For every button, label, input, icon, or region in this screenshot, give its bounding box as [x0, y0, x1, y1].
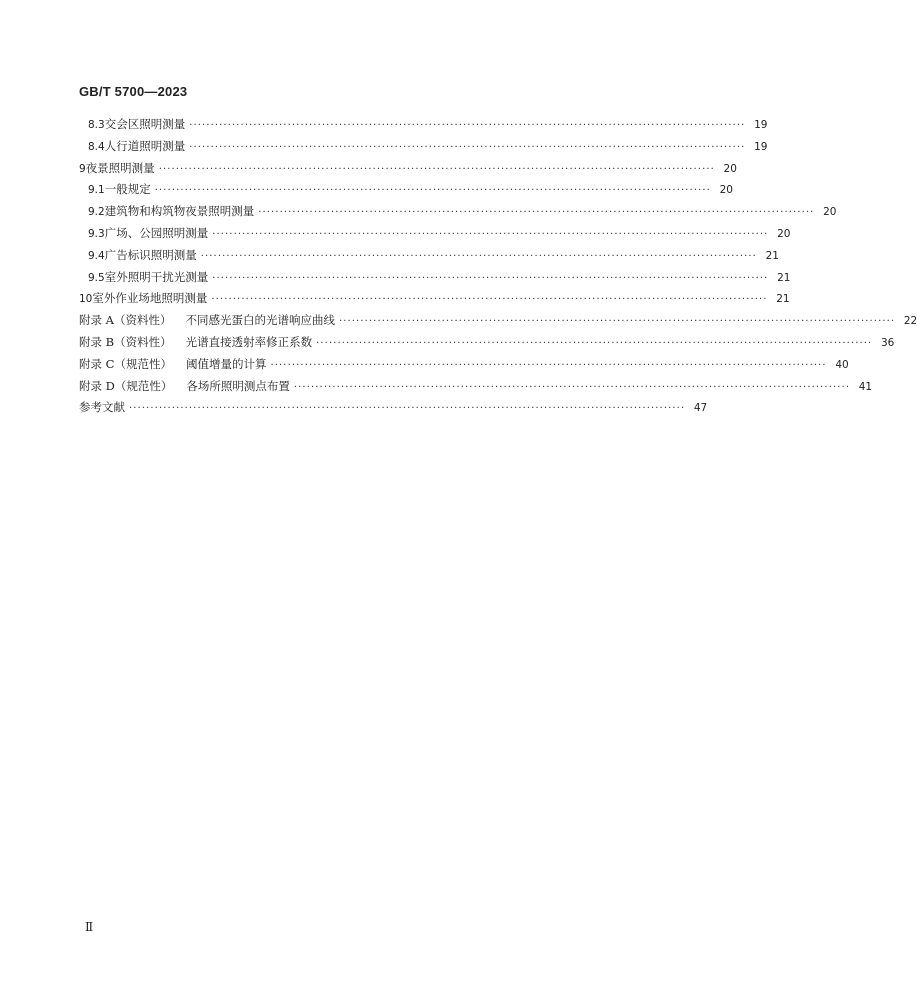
toc-entry-title: 不同感光蛋白的光谱响应曲线 — [185, 313, 335, 328]
toc-leader-dots: ·································································································································· — [293, 381, 851, 393]
toc-leader-dots: ·································································································································· — [200, 250, 757, 262]
toc-entry-appendix[interactable] — [79, 376, 873, 398]
toc-leader-dots: ·································································································································· — [211, 294, 768, 306]
toc-entry-page: 21 — [777, 271, 791, 284]
toc-appendix-label: 附录 A（资料性） — [79, 313, 172, 328]
toc-entry-title: 参考文献 — [79, 400, 125, 415]
toc-entry-page: 20 — [823, 206, 837, 219]
toc-entry-title: 广告标识照明测量 — [104, 247, 197, 262]
toc-entry-number: 10 — [79, 293, 93, 306]
toc-entry-number: 9.5 — [88, 271, 105, 284]
toc-leader-dots: ·································································································································· — [258, 207, 815, 219]
toc-entry-number: 9.2 — [88, 206, 105, 219]
toc-entry-page: 19 — [754, 119, 768, 131]
toc-entry-page: 19 — [754, 140, 768, 153]
toc-entry-title: 阈值增量的计算 — [185, 356, 267, 371]
toc-leader-dots: ·································································································································· — [270, 359, 827, 371]
toc-entry[interactable] — [79, 223, 791, 245]
toc-entry-title: 夜景照明测量 — [85, 160, 155, 175]
toc-leader-dots: ·································································································································· — [158, 163, 715, 175]
toc-entry-appendix[interactable] — [79, 332, 895, 354]
toc-entry-number: 9 — [79, 162, 86, 175]
toc-leader-dots: ·································································································································· — [154, 185, 711, 197]
table-of-contents — [79, 114, 917, 419]
toc-leader-dots: ·································································································································· — [212, 272, 769, 284]
toc-entry-number: 8.4 — [88, 140, 105, 153]
toc-entry-page: 20 — [719, 184, 733, 197]
toc-entry-page: 47 — [693, 402, 708, 415]
toc-appendix-label: 附录 B（资料性） — [79, 334, 172, 349]
toc-entry[interactable] — [79, 288, 790, 310]
toc-entry-title: 交会区照明测量 — [104, 117, 186, 131]
toc-entry[interactable] — [79, 158, 737, 180]
toc-entry-title: 广场、公园照明测量 — [104, 225, 209, 240]
toc-appendix-label: 附录 C（规范性） — [79, 356, 172, 371]
toc-entry-appendix[interactable] — [79, 354, 849, 376]
toc-entry-page: 22 — [903, 315, 917, 328]
toc-leader-dots: ·································································································································· — [129, 403, 686, 415]
toc-entry-references[interactable] — [79, 397, 708, 419]
toc-entry-page: 41 — [858, 380, 873, 393]
toc-entry-number: 9.1 — [88, 184, 105, 197]
toc-entry[interactable] — [79, 114, 768, 136]
toc-entry-title: 室外照明干扰光测量 — [104, 269, 209, 284]
toc-entry-number: 9.4 — [88, 249, 105, 262]
toc-entry-title: 各场所照明测点布置 — [186, 378, 290, 393]
toc-entry-title: 光谱直接透射率修正系数 — [185, 334, 313, 349]
toc-entry-page: 40 — [835, 358, 849, 371]
toc-entry-title: 人行道照明测量 — [104, 138, 186, 153]
standard-code-header: GB/T 5700—2023 — [79, 84, 188, 99]
toc-leader-dots: ·································································································································· — [316, 337, 873, 349]
toc-entry-number: 9.3 — [88, 227, 105, 240]
toc-entry-page: 21 — [765, 249, 779, 262]
toc-entry-page: 36 — [880, 336, 895, 349]
toc-entry-number: 8.3 — [88, 119, 105, 131]
toc-entry[interactable] — [79, 245, 779, 267]
toc-leader-dots: ·································································································································· — [338, 316, 896, 328]
toc-entry[interactable] — [79, 136, 768, 158]
toc-entry-page: 21 — [776, 293, 790, 306]
toc-entry-title: 一般规定 — [104, 182, 151, 197]
toc-leader-dots: ·································································································································· — [189, 120, 746, 131]
toc-entry[interactable] — [79, 267, 791, 289]
toc-entry[interactable] — [79, 201, 837, 223]
page-number-footer: Ⅱ — [85, 920, 94, 934]
toc-entry[interactable] — [79, 179, 733, 201]
toc-leader-dots: ·································································································································· — [189, 141, 746, 153]
toc-entry-page: 20 — [777, 227, 791, 240]
toc-entry-appendix[interactable] — [79, 310, 917, 332]
toc-entry-title: 建筑物和构筑物夜景照明测量 — [104, 204, 255, 219]
toc-leader-dots: ·································································································································· — [212, 228, 769, 240]
toc-appendix-label: 附录 D（规范性） — [79, 378, 173, 393]
toc-entry-page: 20 — [723, 162, 737, 175]
toc-entry-title: 室外作业场地照明测量 — [92, 291, 208, 306]
